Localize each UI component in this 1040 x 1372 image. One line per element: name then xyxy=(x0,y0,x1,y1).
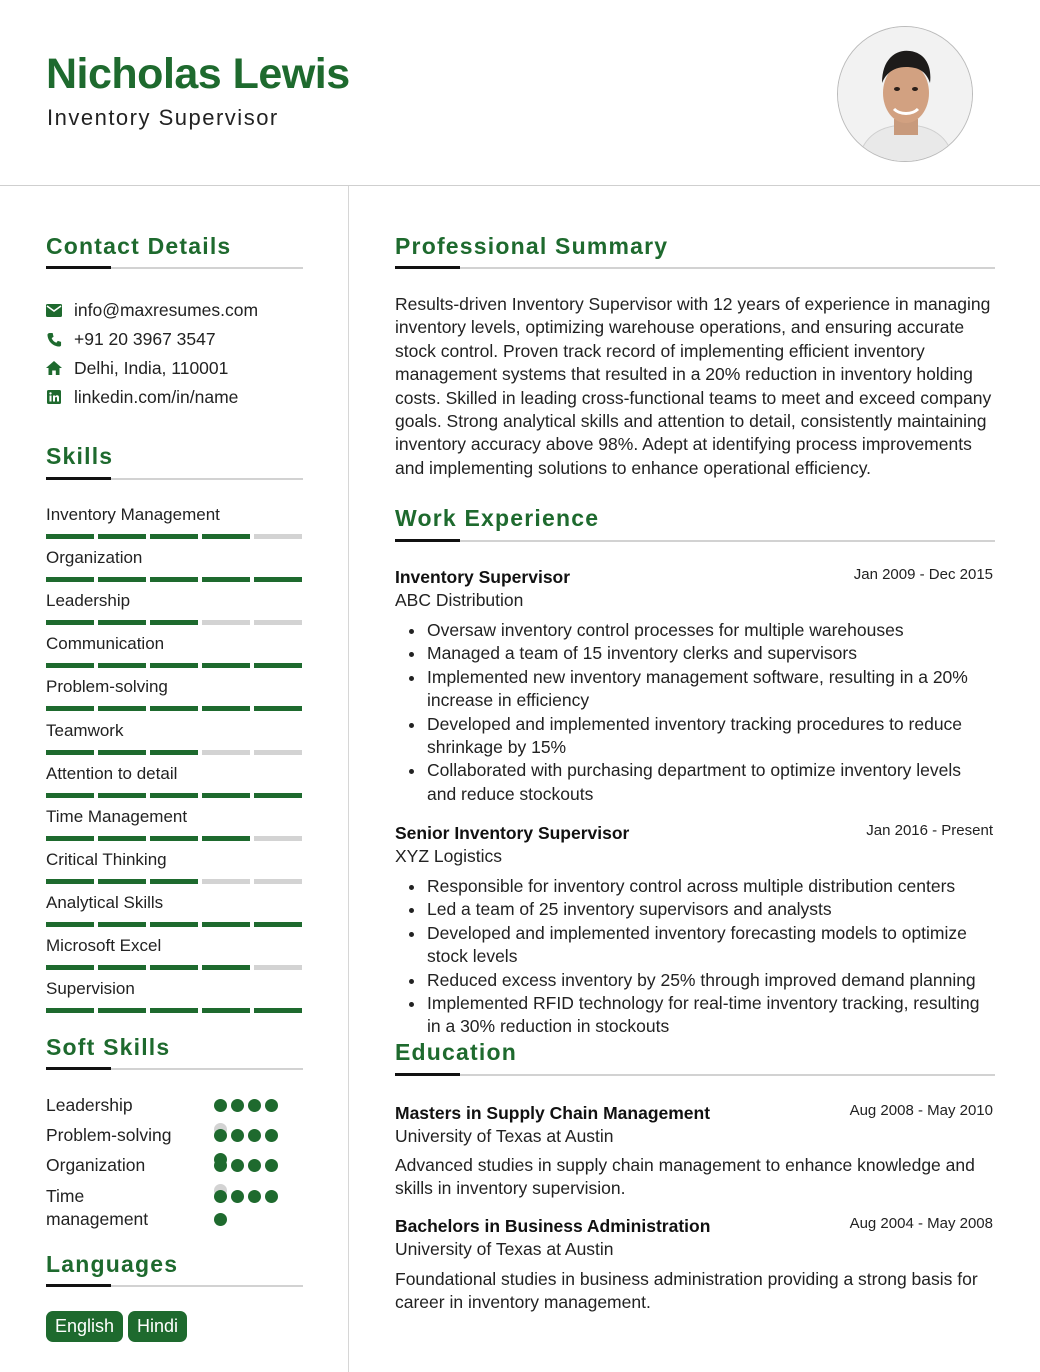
skill-level-segment xyxy=(46,836,94,841)
skill-level-bar xyxy=(46,663,302,668)
soft-skills-section-rule xyxy=(46,1068,303,1070)
skill-name: Supervision xyxy=(46,979,135,998)
contact-linkedin[interactable] xyxy=(46,386,238,408)
skill-level-segment xyxy=(150,965,198,970)
degree-dates: Aug 2008 - May 2010 xyxy=(849,1102,993,1119)
contact-phone-text: +91 20 3967 3547 xyxy=(74,328,216,349)
skill-level-segment xyxy=(202,793,250,798)
skill-level-segment xyxy=(46,620,94,625)
job-bullet: Oversaw inventory control processes for multiple warehouses xyxy=(395,619,995,642)
soft-skills-section-title: Soft Skills xyxy=(46,1034,171,1060)
skill-level-segment xyxy=(202,836,250,841)
skill-level-segment xyxy=(202,750,250,755)
soft-skill-name: Leadership xyxy=(46,1095,133,1115)
job-company: XYZ Logistics xyxy=(395,846,502,866)
job-title: Inventory Supervisor xyxy=(395,567,571,587)
job-bullet: Developed and implemented inventory forecasting models to optimize stock levels xyxy=(395,922,995,969)
summary-section-rule xyxy=(395,267,995,269)
skill-level-segment xyxy=(254,793,302,798)
skill-level-segment xyxy=(150,620,198,625)
profile-photo xyxy=(837,26,973,162)
summary-text: Results-driven Inventory Supervisor with 12 years of experience in managing inventory levels, optimizing warehouse operations, and ensuring accurate stock control. Proven track record of implementing efficient inventory management systems that resulted in a 20% reduction in inventory holding costs. Skilled in leading cross-functional teams to meet and exceed company goals. Strong analytical skills and attention to detail, consistently maintaining inventory accuracy above 98%. Adept at identifying process improvements and implementing solutions to enhance operational efficiency. xyxy=(395,294,992,478)
skill-name: Inventory Management xyxy=(46,505,220,524)
skill-level-segment xyxy=(98,577,146,582)
job-bullets xyxy=(395,875,995,1039)
skill-level-segment xyxy=(98,1008,146,1013)
skill-level-segment xyxy=(46,750,94,755)
skill-level-segment xyxy=(254,836,302,841)
column-divider xyxy=(348,186,349,1372)
skill-level-segment xyxy=(202,965,250,970)
skill-level-bar xyxy=(46,879,302,884)
job-bullet: Collaborated with purchasing department to optimize inventory levels and reduce stockouts xyxy=(395,759,995,806)
candidate-role: Inventory Supervisor xyxy=(47,105,279,130)
skill-level-segment xyxy=(150,793,198,798)
linkedin-icon xyxy=(46,389,62,405)
soft-skill-rating-extra-dot xyxy=(214,1213,227,1226)
job-dates: Jan 2009 - Dec 2015 xyxy=(853,566,993,583)
summary-section-title: Professional Summary xyxy=(395,233,669,259)
job-bullets xyxy=(395,619,995,806)
skill-level-segment xyxy=(202,922,250,927)
degree-description: Advanced studies in supply chain management to enhance knowledge and skills in inventory supervision. xyxy=(395,1155,975,1199)
skill-name: Time Management xyxy=(46,807,188,826)
skill-level-bar xyxy=(46,922,302,927)
skill-name: Teamwork xyxy=(46,721,124,740)
education-section-rule xyxy=(395,1074,995,1076)
soft-skill-name: Organization xyxy=(46,1155,146,1175)
skill-name: Analytical Skills xyxy=(46,893,164,912)
skill-name: Leadership xyxy=(46,591,131,610)
skill-level-segment xyxy=(150,577,198,582)
skill-level-segment xyxy=(46,534,94,539)
job-company: ABC Distribution xyxy=(395,590,524,610)
skill-name: Attention to detail xyxy=(46,764,178,783)
skill-level-segment xyxy=(98,620,146,625)
contact-address-text: Delhi, India, 110001 xyxy=(74,357,229,378)
skill-name: Organization xyxy=(46,548,143,567)
skill-level-bar xyxy=(46,1008,302,1013)
skill-level-segment xyxy=(150,663,198,668)
contact-section-rule xyxy=(46,267,303,269)
soft-skill-rating xyxy=(214,1099,278,1112)
skill-level-segment xyxy=(150,1008,198,1013)
skill-level-segment xyxy=(254,750,302,755)
skill-level-segment xyxy=(98,922,146,927)
degree-school: University of Texas at Austin xyxy=(395,1126,614,1146)
skill-level-segment xyxy=(254,922,302,927)
skill-level-segment xyxy=(46,965,94,970)
skill-level-segment xyxy=(254,620,302,625)
contact-linkedin-text: linkedin.com/in/name xyxy=(74,386,239,407)
skill-level-segment xyxy=(202,663,250,668)
skill-level-segment xyxy=(98,534,146,539)
skill-level-segment xyxy=(254,577,302,582)
skill-level-segment xyxy=(46,663,94,668)
skill-level-segment xyxy=(98,965,146,970)
skill-level-segment xyxy=(202,620,250,625)
skill-level-bar xyxy=(46,793,302,798)
skill-level-segment xyxy=(98,836,146,841)
job-bullet: Managed a team of 15 inventory clerks and supervisors xyxy=(395,642,995,665)
skill-name: Microsoft Excel xyxy=(46,936,162,955)
skill-name: Communication xyxy=(46,634,165,653)
envelope-icon xyxy=(46,302,62,318)
skill-level-bar xyxy=(46,577,302,582)
skill-level-segment xyxy=(46,577,94,582)
experience-section-rule xyxy=(395,540,995,542)
skill-level-bar xyxy=(46,706,302,711)
language-badge-hindi: Hindi xyxy=(128,1311,187,1342)
skill-level-bar xyxy=(46,965,302,970)
skill-level-segment xyxy=(254,1008,302,1013)
skill-name: Problem-solving xyxy=(46,677,168,696)
candidate-name: Nicholas Lewis xyxy=(46,50,350,98)
job-bullet: Implemented RFID technology for real-time inventory tracking, resulting in a 30% reduction in stockouts xyxy=(395,992,995,1039)
skill-level-segment xyxy=(202,1008,250,1013)
skills-section-title: Skills xyxy=(46,443,114,469)
phone-icon xyxy=(46,331,62,347)
job-dates: Jan 2016 - Present xyxy=(866,822,993,839)
skill-level-bar xyxy=(46,534,302,539)
skill-level-segment xyxy=(254,534,302,539)
skill-level-segment xyxy=(254,663,302,668)
skill-level-segment xyxy=(46,922,94,927)
home-icon xyxy=(46,360,62,376)
skill-name: Critical Thinking xyxy=(46,850,167,869)
job-bullet: Reduced excess inventory by 25% through improved demand planning xyxy=(395,969,995,992)
skill-level-segment xyxy=(150,836,198,841)
skill-level-bar xyxy=(46,750,302,755)
skill-level-segment xyxy=(46,879,94,884)
skill-level-segment xyxy=(202,879,250,884)
skill-level-segment xyxy=(202,577,250,582)
skill-level-segment xyxy=(150,922,198,927)
skill-level-segment xyxy=(46,706,94,711)
languages-section-title: Languages xyxy=(46,1251,179,1277)
skill-level-segment xyxy=(98,706,146,711)
degree-description: Foundational studies in business administration providing a strong basis for career in inventory management. xyxy=(395,1269,978,1313)
skill-level-segment xyxy=(46,793,94,798)
skill-level-segment xyxy=(254,965,302,970)
degree-title: Bachelors in Business Administration xyxy=(395,1216,711,1236)
skill-level-segment xyxy=(202,706,250,711)
skill-level-segment xyxy=(98,879,146,884)
skill-level-segment xyxy=(150,534,198,539)
languages-section-rule xyxy=(46,1285,303,1287)
degree-dates: Aug 2004 - May 2008 xyxy=(849,1215,993,1232)
contact-phone[interactable] xyxy=(46,328,216,350)
education-section-title: Education xyxy=(395,1039,517,1065)
skill-level-segment xyxy=(202,534,250,539)
soft-skill-rating xyxy=(214,1129,278,1142)
skill-level-bar xyxy=(46,620,302,625)
resume-header xyxy=(0,0,1040,186)
skill-level-segment xyxy=(150,750,198,755)
skills-section-rule xyxy=(46,478,303,480)
contact-email-text: info@maxresumes.com xyxy=(74,299,259,320)
skill-level-segment xyxy=(46,1008,94,1013)
contact-email[interactable] xyxy=(46,299,258,321)
contact-address xyxy=(46,357,228,379)
job-title: Senior Inventory Supervisor xyxy=(395,823,630,843)
job-bullet: Developed and implemented inventory tracking procedures to reduce shrinkage by 15% xyxy=(395,713,995,760)
experience-section-title: Work Experience xyxy=(395,505,600,531)
skill-level-bar xyxy=(46,836,302,841)
job-bullet: Led a team of 25 inventory supervisors and analysts xyxy=(395,898,995,921)
skill-level-segment xyxy=(254,879,302,884)
skill-level-segment xyxy=(150,706,198,711)
soft-skill-name: Problem-solving xyxy=(46,1125,172,1145)
job-bullet: Implemented new inventory management software, resulting in a 20% increase in efficiency xyxy=(395,666,995,713)
degree-school: University of Texas at Austin xyxy=(395,1239,614,1259)
skill-level-segment xyxy=(150,879,198,884)
degree-title: Masters in Supply Chain Management xyxy=(395,1103,711,1123)
job-bullet: Responsible for inventory control across multiple distribution centers xyxy=(395,875,995,898)
soft-skill-rating xyxy=(214,1190,278,1203)
soft-skill-rating xyxy=(214,1159,278,1172)
soft-skill-name: Time management xyxy=(46,1186,149,1229)
contact-section-title: Contact Details xyxy=(46,233,232,259)
skill-level-segment xyxy=(98,663,146,668)
skill-level-segment xyxy=(254,706,302,711)
skill-level-segment xyxy=(98,750,146,755)
language-badge-english: English xyxy=(46,1311,123,1342)
skill-level-segment xyxy=(98,793,146,798)
